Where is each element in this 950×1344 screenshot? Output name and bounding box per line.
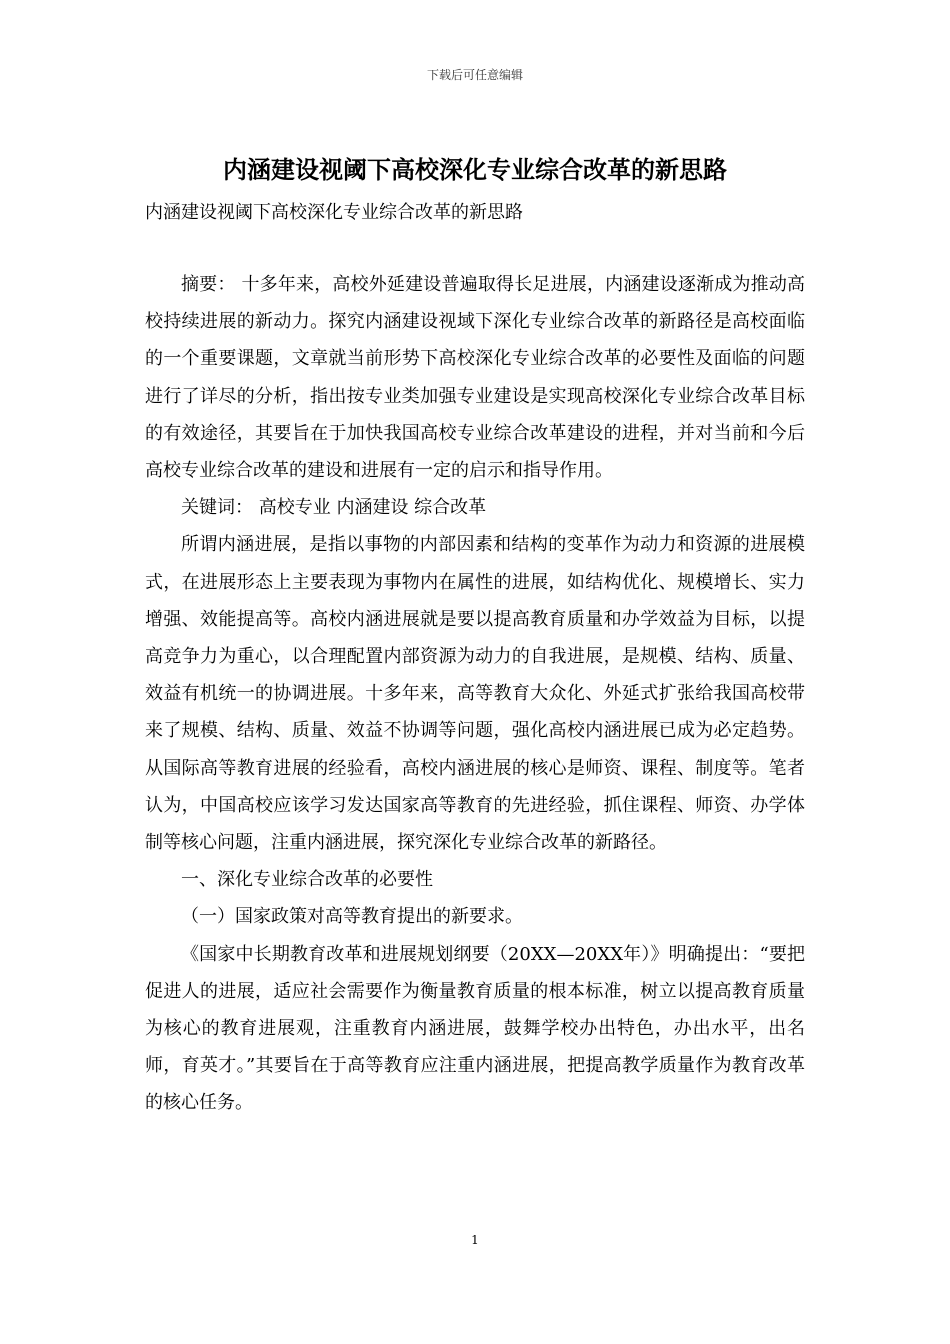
section-heading: 一、深化专业综合改革的必要性 xyxy=(181,869,433,891)
document-body xyxy=(145,266,805,1122)
abstract-paragraph: 摘要： 十多年来，高校外延建设普遍取得长足进展，内涵建设逐渐成为推动高校持续进展的新动力。探究内涵建设视域下深化专业综合改革的新路径是高校面临的一个重要课题，文章就当前形势下高校深化专业综合改革的必要性及面临的问题进行了详尽的分析，指出按专业类加强专业建设是实现高校深化专业综合改革目标的有效途径，其要旨在于加快我国高校专业综合改革建设的进程，并对当前和今后高校专业综合改革的建设和进展有一定的启示和指导作用。 xyxy=(145,274,805,482)
header-note: 下载后可任意编辑 xyxy=(426,68,523,82)
page-number: 1 xyxy=(471,1233,479,1247)
document-title: 内涵建设视阈下高校深化专业综合改革的新思路 xyxy=(223,155,727,184)
document-subtitle: 内涵建设视阈下高校深化专业综合改革的新思路 xyxy=(145,202,523,223)
subsection-heading: （一）国家政策对高等教育提出的新要求。 xyxy=(181,906,523,928)
keywords-paragraph: 关键词： 高校专业 内涵建设 综合改革 xyxy=(181,497,487,519)
body-paragraph: 《国家中长期教育改革和进展规划纲要（20XX—20XX年）》明确提出：“要把促进人的进展，适应社会需要作为衡量教育质量的根本标准，树立以提高教育质量为核心的教育进展观，注重教育内涵进展，鼓舞学校办出特色，办出水平，出名师，育英才。”其要旨在于高等教育应注重内涵进展，把提高教学质量作为教育改革的核心任务。 xyxy=(145,943,805,1114)
body-paragraph: 所谓内涵进展，是指以事物的内部因素和结构的变革作为动力和资源的进展模式，在进展形态上主要表现为事物内在属性的进展，如结构优化、规模增长、实力增强、效能提高等。高校内涵进展就是要以提高教育质量和办学效益为目标，以提高竞争力为重心，以合理配置内部资源为动力的自我进展，是规模、结构、质量、效益有机统一的协调进展。十多年来，高等教育大众化、外延式扩张给我国高校带来了规模、结构、质量、效益不协调等问题，强化高校内涵进展已成为必定趋势。从国际高等教育进展的经验看，高校内涵进展的核心是师资、课程、制度等。笔者认为，中国高校应该学习发达国家高等教育的先进经验，抓住课程、师资、办学体制等核心问题，注重内涵进展，探究深化专业综合改革的新路径。 xyxy=(145,534,805,854)
